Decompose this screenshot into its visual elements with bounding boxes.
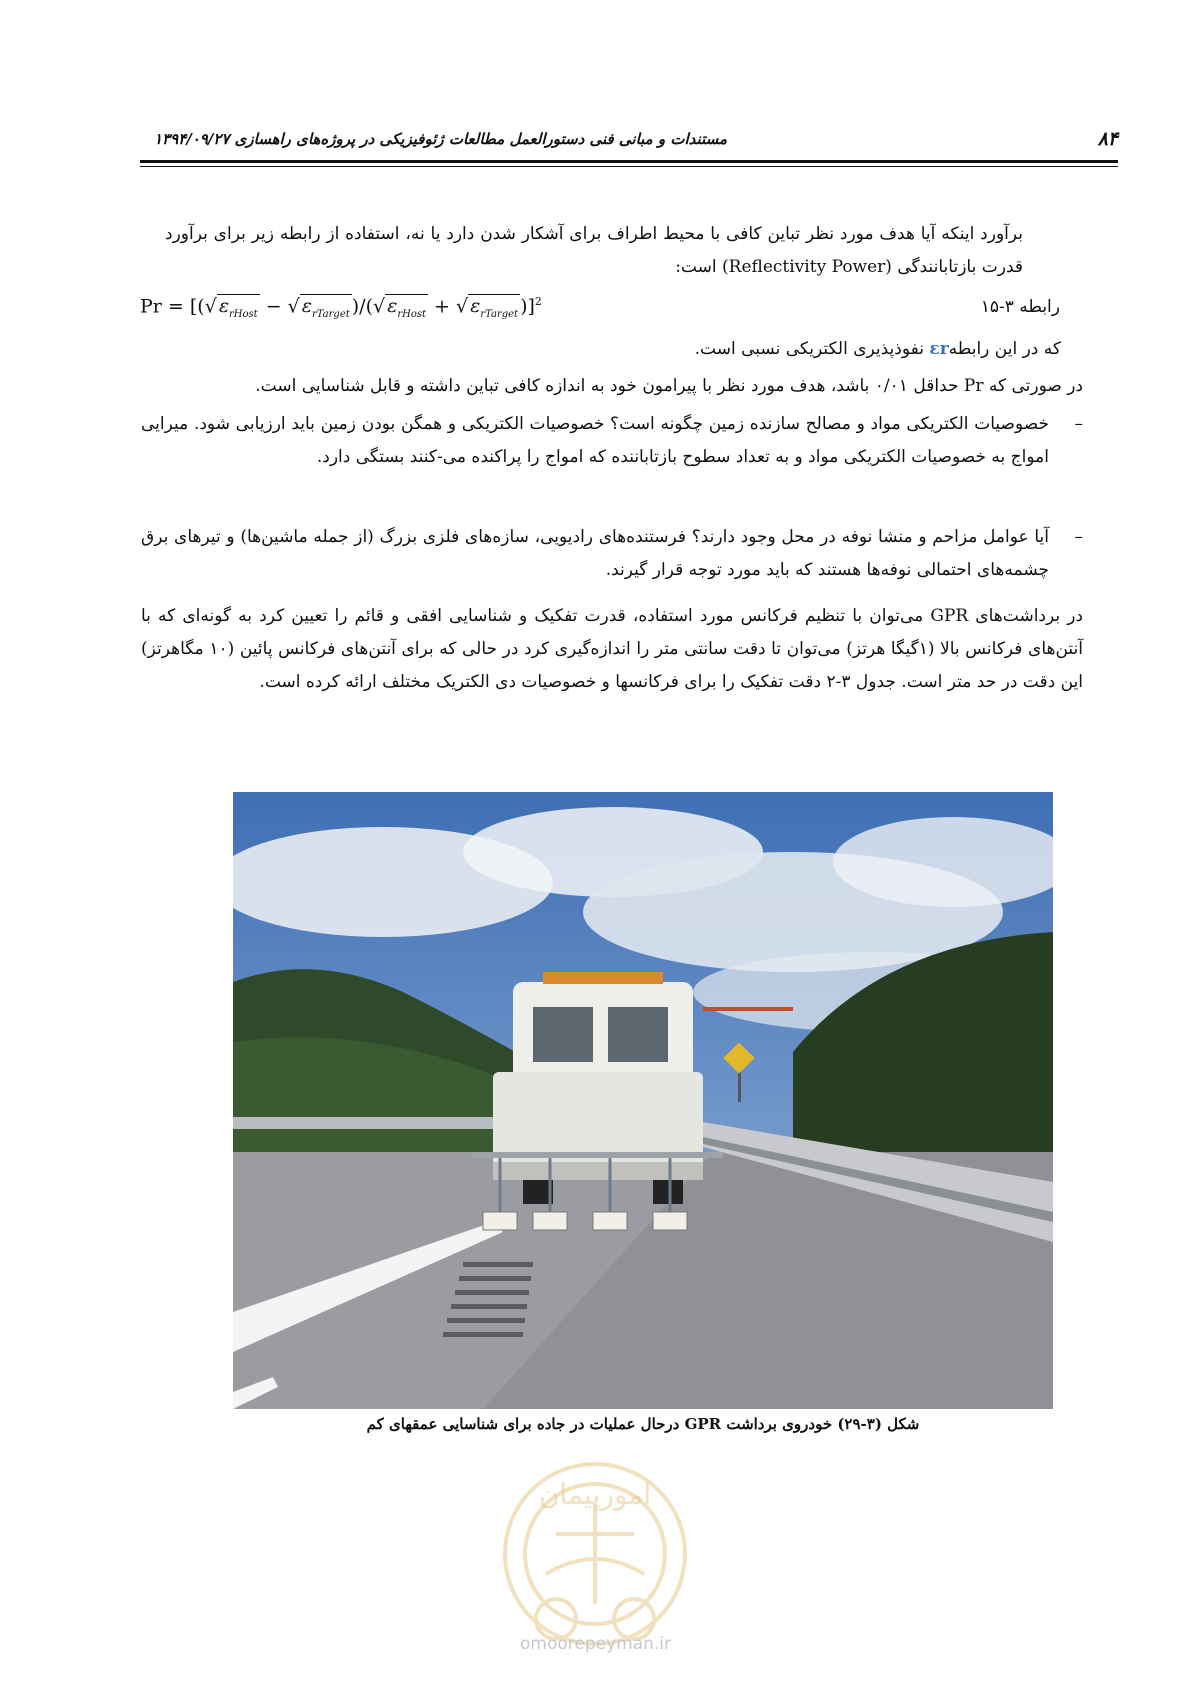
bullet-dash: – bbox=[1074, 414, 1083, 434]
bullet-text: خصوصیات الکتریکی مواد و مصالح سازنده زمین چگونه است؟ خصوصیات الکتریکی و همگن بودن زمین باید ارزیابی شود. میرایی امواج به خصوصیات الکتریکی مواد و به تعداد سطوح بازتاباننده که امواج را پراکنده می-کنند بستگی دارد. bbox=[141, 414, 1049, 467]
figure-caption: شکل (۳-۲۹) خودروی برداشت GPR درحال عملیات در جاده برای شناسایی عمقهای کم bbox=[366, 1415, 920, 1433]
photo-illustration bbox=[233, 792, 1053, 1409]
equation-row bbox=[140, 295, 1060, 331]
header-title-group bbox=[140, 130, 727, 148]
header-date: ۱۳۹۴/۰۹/۲۷ bbox=[154, 130, 230, 148]
equation-label: رابطه ۳-۱۵ bbox=[980, 297, 1060, 317]
header-title: مستندات و مبانی فنی دستورالعمل مطالعات ژئوفیزیکی در پروژه‌های راهسازی bbox=[234, 130, 728, 148]
list-item bbox=[141, 408, 1083, 474]
intro-paragraph: برآورد اینکه آیا هدف مورد نظر تباین کافی با محیط اطراف برای آشکار شدن دارد یا نه، استفاده از رابطه زیر برای برآورد قدرت بازتابانندگی (Reflectivity Power) است: bbox=[165, 224, 1023, 277]
page-number: ۸۴ bbox=[1097, 128, 1118, 150]
watermark-url: omoorepeyman.ir bbox=[519, 1634, 672, 1654]
reflectivity-formula: Pr = [(√ $\varepsilon_{rHost}$ − √ $\varepsilon_{rTarget}$ )/(√ $\varepsilon_{rHost}$ + √ $\varepsilon_{rTarget}$ )]$^2$ bbox=[140, 295, 542, 321]
epsilon-definition: که در این رابطهεr نفوذپذیری الکتریکی نسبی است. bbox=[694, 339, 1061, 359]
list-item bbox=[141, 521, 1083, 587]
pr-condition: در صورتی که Pr حداقل ۰/۰۱ باشد، هدف مورد نظر با پیرامون خود به اندازه کافی تباین داشته و قابل شناسایی است. bbox=[255, 376, 1083, 396]
header-rule-thin bbox=[140, 166, 1118, 167]
bullet-dash: – bbox=[1074, 527, 1083, 547]
gpr-vehicle-photo bbox=[233, 792, 1053, 1409]
header-rule-thick bbox=[140, 160, 1118, 163]
page-header bbox=[140, 128, 1118, 158]
svg-text:امورپیمان: امورپیمان bbox=[538, 1478, 652, 1511]
bullet-text: آیا عوامل مزاحم و منشا نوفه در محل وجود دارند؟ فرستنده‌های رادیویی، سازه‌های فلزی بزرگ (از جمله ماشین‌ها) و تیرهای برق چشمه‌های احتمالی نوفه‌ها هستند که باید مورد توجه قرار گیرند. bbox=[141, 527, 1049, 580]
epsilon-symbol: εr bbox=[929, 339, 949, 359]
gpr-paragraph: در برداشت‌های GPR می‌توان با تنظیم فرکانس مورد استفاده، قدرت تفکیک و شناسایی افقی و قائم را تعیین کرد به گونه‌ای که با آنتن‌های فرکانس بالا (۱گیگا هرتز) می‌توان تا دقت سانتی متر را اندازه‌گیری کرد در حالی که برای آنتن‌های فرکانس پائین (۱۰ مگاهرتز) این دقت در حد متر است. جدول ۳-۲ دقت تفکیک را برای فرکانسها و خصوصیات دی الکتریک مختلف ارائه کرده است. bbox=[141, 606, 1083, 692]
